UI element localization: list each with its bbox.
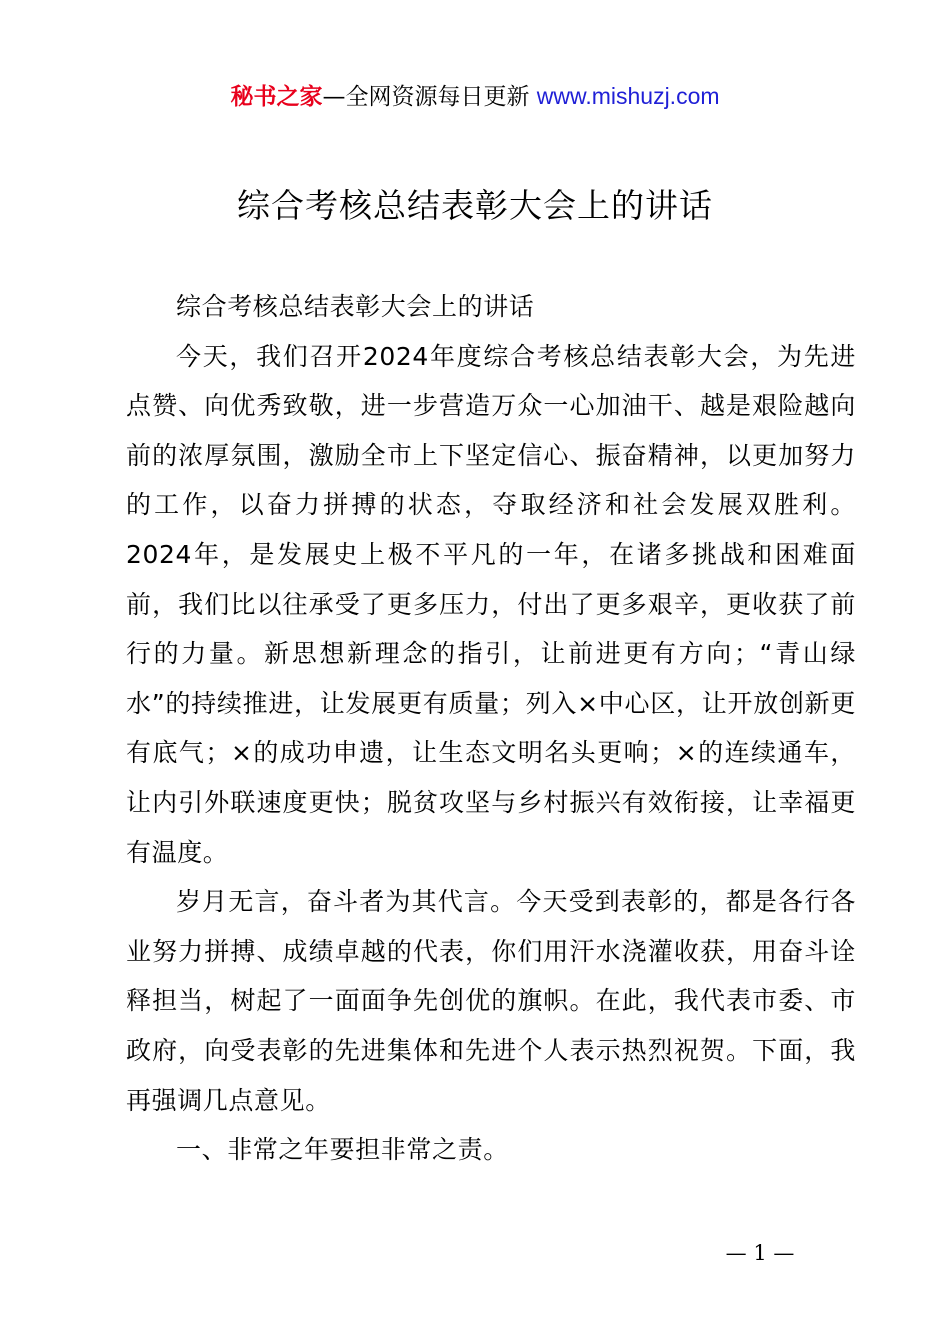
body-paragraph: 今天，我们召开2024年度综合考核总结表彰大会，为先进点赞、向优秀致敬，进一步营造万众一心加油干、越是艰险越向前的浓厚氛围，激励全市上下坚定信心、振奋精神，以更加努力的工作，以奋力拼搏的状态，夺取经济和社会发展双胜利。2024年，是发展史上极不平凡的一年，在诸多挑战和困难面前，我们比以往承受了更多压力，付出了更多艰辛，更收获了前行的力量。新思想新理念的指引，让前进更有方向；“青山绿水”的持续推进，让发展更有质量；列入×中心区，让开放创新更有底气；×的成功申遗，让生态文明名头更响；×的连续通车，让内引外联速度更快；脱贫攻坚与乡村振兴有效衔接，让幸福更有温度。 (126, 341, 856, 867)
body-paragraph: 岁月无言，奋斗者为其代言。今天受到表彰的，都是各行各业努力拼搏、成绩卓越的代表，你们用汗水浇灌收获，用奋斗诠释担当，树起了一面面争先创优的旗帜。在此，我代表市委、市政府，向受表彰的先进集体和先进个人表示热烈祝贺。下面，我再强调几点意见。 (126, 887, 856, 1115)
body-paragraph: 综合考核总结表彰大会上的讲话 (176, 292, 535, 321)
body-paragraph: 一、非常之年要担非常之责。 (176, 1135, 509, 1165)
document-title: 综合考核总结表彰大会上的讲话 (237, 186, 713, 225)
site-brand: 秘书之家 (230, 84, 323, 110)
site-header (0, 80, 950, 113)
page-number: — 1 — (725, 1241, 795, 1265)
site-tagline: —全网资源每日更新 (322, 84, 530, 110)
site-url-link[interactable]: www.mishuzj.com (536, 83, 720, 109)
document-body (126, 282, 856, 1175)
